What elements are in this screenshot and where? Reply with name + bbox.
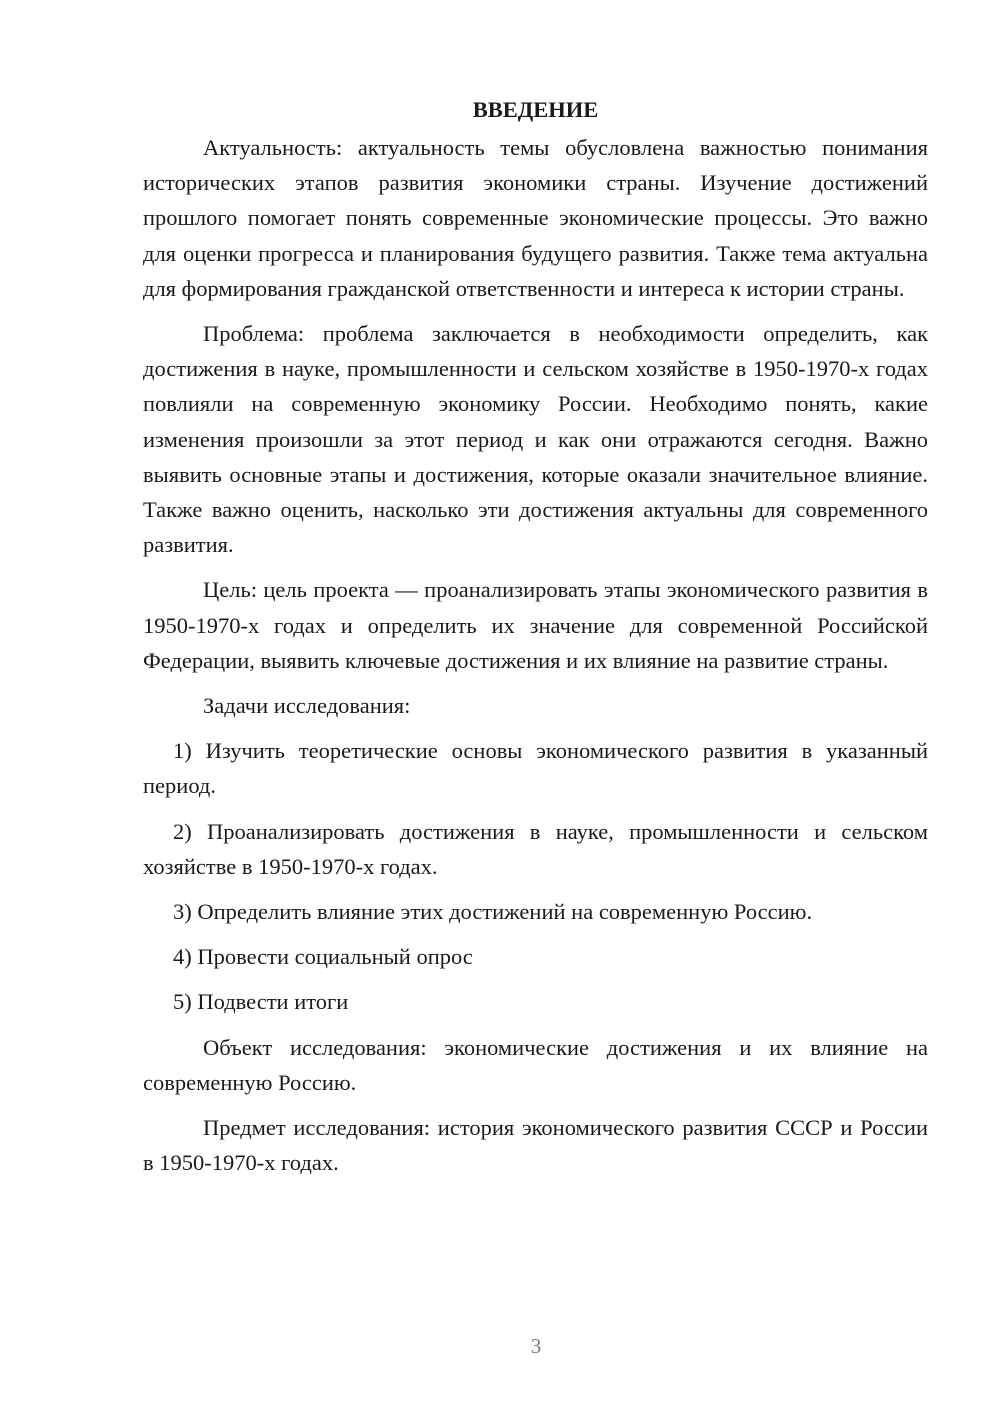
task-item-4: 4) Провести социальный опрос xyxy=(173,944,473,970)
task-item-3: 3) Определить влияние этих достижений на современную Россию. xyxy=(173,899,813,925)
object-paragraph: Объект исследования: экономические достижения и их влияние на современную Россию. xyxy=(143,1034,928,1095)
section-title: ВВЕДЕНИЕ xyxy=(472,97,599,122)
problem-paragraph: Проблема: проблема заключается в необходимости определить, как достижения в науке, промышленности и сельском хозяйстве в 1950-1970-х годах повлияли на современную экономику России. Необходимо понять, какие изменения произошли за этот период и как они отражаются сегодня. Важно выявить основные этапы и достижения, которые оказали значительное влияние. Также важно оценить, насколько эти достижения актуальны для современного развития. xyxy=(143,321,928,558)
page-number: 3 xyxy=(530,1334,542,1358)
relevance-paragraph: Актуальность: актуальность темы обусловлена важностью понимания исторических этапов развития экономики страны. Изучение достижений прошлого помогает понять современные экономические процессы. Это важно для оценки прогресса и планирования будущего развития. Также тема актуальна для формирования гражданской ответственности и интереса к истории страны. xyxy=(143,135,928,301)
task-item-1: 1) Изучить теоретические основы экономического развития в указанный период. xyxy=(143,738,928,799)
page-content xyxy=(143,92,928,1190)
task-item-5: 5) Подвести итоги xyxy=(173,989,349,1015)
subject-paragraph: Предмет исследования: история экономического развития СССР и России в 1950-1970-х годах. xyxy=(143,1115,928,1176)
task-item-2: 2) Проанализировать достижения в науке, промышленности и сельском хозяйстве в 1950-1970-х годах. xyxy=(143,818,928,879)
goal-paragraph: Цель: цель проекта — проанализировать этапы экономического развития в 1950-1970-х годах и определить их значение для современной Российской Федерации, выявить ключевые достижения и их влияние на развитие страны. xyxy=(143,577,928,673)
tasks-heading: Задачи исследования: xyxy=(203,693,411,719)
